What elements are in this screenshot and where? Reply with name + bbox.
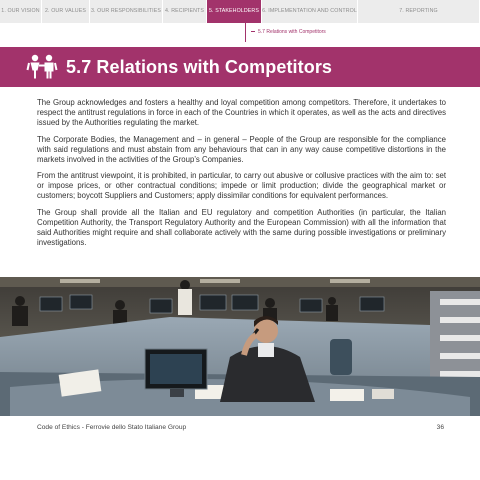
paragraph: From the antitrust viewpoint, it is prohibited, in particular, to carry out abusive or collusive practices with the aim to: set or impose prices, or other contractual conditions; impede or limit production; divide the geographical market or customers; boycott Suppliers and Customers; apply dissimilar conditions for equivalent performances. (37, 171, 446, 201)
subsection-link[interactable] (245, 23, 326, 42)
people-icon (26, 51, 58, 83)
body-text (37, 98, 446, 255)
tab-implementation-and-control[interactable]: 6. IMPLEMENTATION AND CONTROL (262, 0, 358, 23)
tab-our-responsibilities[interactable]: 3. OUR RESPONSIBILITIES (90, 0, 163, 23)
section-title: 5.7 Relations with Competitors (66, 57, 333, 77)
control-room-photo (0, 277, 480, 416)
page-number: 36 (436, 424, 444, 431)
tab-our-vision[interactable]: 1. OUR VISION (0, 0, 42, 23)
top-navigation (0, 0, 480, 23)
tab-recipients[interactable]: 4. RECIPIENTS (163, 0, 207, 23)
section-header (0, 47, 480, 87)
sub-tick (251, 31, 255, 32)
tab-our-values[interactable]: 2. OUR VALUES (42, 0, 90, 23)
paragraph: The Corporate Bodies, the Management and – in general – People of the Group are responsible for the compliance with said regulations and must abstain from any behaviours that can in any way cause competitive distortions in the markets involved in the activities of the Group’s Companies. (37, 134, 446, 164)
footer-document-title: Code of Ethics - Ferrovie dello Stato Italiane Group (37, 424, 187, 431)
tab-stakeholders[interactable]: 5. STAKEHOLDERS (207, 0, 262, 23)
tab-reporting[interactable]: 7. REPORTING (358, 0, 480, 23)
paragraph: The Group shall provide all the Italian and EU regulatory and competition Authorities (in particular, the Italian Competition Authority, the Transport Regulatory Authority and the European Commission) with all the information that said Authorities might require and shall collaborate actively with the same during possible investigations or preliminary investigations. (37, 208, 446, 247)
subsection-link-label: 5.7 Relations with Competitors (258, 29, 326, 35)
paragraph: The Group acknowledges and fosters a healthy and loyal competition among competitors. Therefore, it undertakes to respect the antitrust regulations in force in each of the Countries in which it operates, as well as the acts and directives issued by the Authorities regulating the market. (37, 98, 446, 127)
